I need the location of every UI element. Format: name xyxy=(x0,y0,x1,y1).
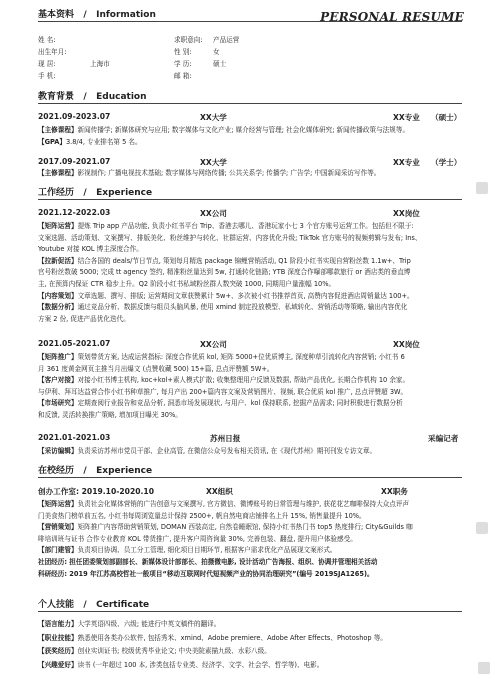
work-line: Youtube 对接 KOL 博主深度合作。 xyxy=(38,245,143,254)
intent-label: 求职意向: xyxy=(174,36,203,44)
work-line: 【矩阵推广】策划带货方案, 达成运营指标: 深度合作优质 kol, 矩阵 5000+位优质博主, 深度种草引流转化内容营销; 小红书 6 xyxy=(38,353,405,361)
section-title: 个人技能 / Certificate xyxy=(38,600,150,610)
cert-line: 【兴趣爱好】读书 (一年超过 100 本, 涉类包括专业类、经济学、文学、社会学、哲学等)、电影。 xyxy=(38,660,324,669)
section-divider xyxy=(38,611,462,612)
degree-label: 学 历: xyxy=(174,60,192,68)
edu-degree: （硕士） xyxy=(431,113,462,122)
work-line: 【客户对接】对接小红书博主机构, koc+kol+素人模式扩散; 收集整理用户反馈及数据, 帮助产品优化, 长期合作机构 10 余家。 xyxy=(38,376,410,385)
section-campus xyxy=(0,462,500,478)
brand-title: PERSONAL RESUME xyxy=(320,10,464,24)
campus-line: 科研经历: 2019 年江苏高校哲社一般项目“移动互联网时代短视频产业的协同治理研究”(编号 2019SJA1265)。 xyxy=(38,569,374,578)
work-line: 与伊利、拜耳达益营合作小红书种草推广, 每月产出 200+篇内容文案及营销图片、视频, 联合优质 kol 推广, 总点评赞超 3W。 xyxy=(38,387,408,396)
edu-line: 【主修课程】新闻传播学; 新媒体研究与应用; 数字媒体与文化产业; 媒介经营与管理; 社会化媒体研究; 新闻传播政策与法规等。 xyxy=(38,126,410,134)
edu-date: 2017.09-2021.07 xyxy=(38,157,111,166)
cert-line: 【职业技能】熟悉使用各类办公软件, 包括秀米、xmind、Adobe premiere、Adobe After Effects、Photoshop 等。 xyxy=(38,633,387,642)
work-item-body xyxy=(38,446,463,458)
work-line: 【拉新促活】结合各国的 deals/节日节点, 策划每月精选 package 锦鲤营销活动, Q1 阶段小红书实现自营粉丝数 1.1w+、Trip xyxy=(38,256,411,265)
section-divider xyxy=(38,21,462,22)
edu-degree: （学士） xyxy=(431,158,462,167)
work-line: 和反馈, 灵活转换推广策略, 增加项目曝光 30%。 xyxy=(38,410,182,419)
work-line: 【市场研究】定期查阅行业报告和竞品分析, 洞悉市场发展现状, 与用户、kol 保持联系, 挖掘产品需求; 同时积极进行数据分析 xyxy=(38,399,403,408)
side-icon xyxy=(476,182,488,194)
section-work xyxy=(0,184,500,200)
work-line: 【采访编辑】负责采访苏州市党员干部、企业高管, 在微信公众号发布相关资讯, 在《现代苏州》期刊刊发专访文章。 xyxy=(38,447,377,455)
city-label: 现 居: xyxy=(38,60,56,68)
work-date: 2021.12-2022.03 xyxy=(38,208,111,217)
campus-item-header xyxy=(38,486,462,498)
side-icon xyxy=(476,522,488,534)
email-label: 邮 箱: xyxy=(174,72,192,80)
section-certificate xyxy=(0,596,500,612)
edu-date: 2021.09-2023.07 xyxy=(38,112,111,121)
edu-item-body xyxy=(38,168,463,180)
section-title: 工作经历 / Experience xyxy=(38,188,153,198)
edu-school: XX大学 xyxy=(200,113,227,122)
degree-value: 硕士 xyxy=(213,60,227,68)
edu-major: XX专业 xyxy=(393,158,420,167)
edu-line: 【主修课程】影视制作; 广播电视技术基础; 数字媒体与网络传播; 公共关系学; 传播学; 广告学; 中国新闻采访写作等。 xyxy=(38,169,381,177)
campus-date: 创办工作室: 2019.10-2020.10 xyxy=(38,487,154,496)
gender-label: 性 别: xyxy=(174,48,192,56)
side-icon xyxy=(478,662,490,674)
intent-value: 产品运营 xyxy=(213,36,240,44)
work-item-body xyxy=(38,221,463,325)
certificate-body xyxy=(38,618,463,672)
work-role: 采编记者 xyxy=(428,434,459,443)
campus-line: 啡培训班与证书 合作专业教育 KOL 带货推广, 提升客户周咨询量 30%, 完善包装、翻盘, 提升用户体验感受。 xyxy=(38,534,357,543)
section-divider xyxy=(38,199,462,200)
city-value: 上海市 xyxy=(90,60,110,68)
edu-major: XX专业 xyxy=(393,113,420,122)
campus-line: 【矩阵运营】负责社会化媒体营销的广告创意与文案撰写, 官方微信、微博账号的日常管理与维护, 获花花艺咖啡保持大众点评声 xyxy=(38,500,410,508)
work-line: 【矩阵运营】提炼 Trip app 产品功能, 负责小红书平台 Trip、香港去哪儿、香港玩家小七 3 个官方账号运营工作。包括但不限于: xyxy=(38,222,414,230)
work-org: XX公司 xyxy=(200,209,227,218)
campus-line: 社团经历: 担任团委策划部副部长、新媒体设计部部长、拍摄微电影, 设计活动广告海报、组织、协调并管理相关活动 xyxy=(38,557,378,566)
section-basic xyxy=(0,6,500,22)
work-line: 方案 2 份, 促进产品优化迭代。 xyxy=(38,314,130,323)
gender-value: 女 xyxy=(213,48,220,56)
campus-line: 门美食热门榜单前五名, 小红书每周浏览量总计保持 2500+, 帆自然电商店铺排名上升 15%, 销售量提升 10%。 xyxy=(38,511,366,520)
work-line: 月 361 度黄金网页主推当月出爆文 (点赞收藏 500) 15+篇, 总点评赞额 5W+。 xyxy=(38,364,274,373)
work-item-header xyxy=(38,339,462,351)
work-item-header xyxy=(38,433,462,445)
section-divider xyxy=(38,103,462,104)
edu-item-header xyxy=(38,112,462,124)
campus-role: XX职务 xyxy=(381,487,408,496)
section-divider xyxy=(38,477,462,478)
work-line: 【数据分析】通过竞品分析、数据反馈与组员头脑风暴, 使用 xmind 制定投放模型、私域转化、营销活动等策略, 输出内容优化 xyxy=(38,303,408,312)
section-title: 在校经历 / Experience xyxy=(38,466,153,476)
work-date: 2021.05-2021.07 xyxy=(38,339,111,348)
campus-item-body xyxy=(38,499,463,580)
work-line: 官号粉丝数破 5000; 完成 tt agency 签约, 精准粉丝量达到 5w, 打通转化链路; YTB 深度合作曝部哪款旅行 or 酒店类的垂直博 xyxy=(38,268,411,277)
cert-line: 【语言能力】大学英语四级、六级; 能进行中英文稿件的翻译。 xyxy=(38,620,221,628)
name-label: 姓 名: xyxy=(38,36,56,44)
phone-label: 手 机: xyxy=(38,72,56,80)
section-title: 教育背景 / Education xyxy=(38,92,147,102)
work-line: 文案选题、活动策划、文案撰写、排版美化、粉丝维护与转化、社群运营、内容优化升级; TikTok 官方账号的视频剪辑与发布; Ins、 xyxy=(38,233,422,242)
section-title: 基本资料 / Information xyxy=(38,10,156,20)
work-date: 2021.01-2021.03 xyxy=(38,433,111,442)
work-role: XX岗位 xyxy=(393,209,420,218)
work-item-header xyxy=(38,208,462,220)
work-item-body xyxy=(38,352,463,422)
edu-school: XX大学 xyxy=(200,158,227,167)
section-education xyxy=(0,88,500,104)
campus-line: 【营销策划】矩阵推广内容帮助营销策划, DOMAN 西装高定, 自然卷睡眠馆, 保持小红书热门书 top5 热度排行; City&Guilds 咖 xyxy=(38,523,413,532)
edu-line: 【GPA】3.8/4, 专业排名第 5 名。 xyxy=(38,137,142,146)
edu-item-body xyxy=(38,125,463,148)
campus-org: XX组织 xyxy=(206,487,233,496)
work-line: 【内容策划】文章选题、撰写、排版; 运营期间文章获赞累计 5w+、多次被小红书推荐首页, 高赞内容促进酒店周销量达 100+。 xyxy=(38,291,414,300)
work-role: XX岗位 xyxy=(393,340,420,349)
work-org: XX公司 xyxy=(200,340,227,349)
campus-line: 【部门建管】负责项目协调、员工分工管理, 细化项目目期环节, 根据客户需求优化产品展现文案形式。 xyxy=(38,546,337,555)
work-org: 苏州日报 xyxy=(210,434,241,443)
birth-label: 出生年月: xyxy=(38,48,67,56)
work-line: 主, 在预算内保证 CTR 稳步上升。Q2 阶段小红书私域粉丝群人数突破 1000, 同期用户量涨幅 10%。 xyxy=(38,279,336,288)
cert-line: 【获奖经历】创业实训证书; 校级优秀毕业论文; 中央美院素描九级、水彩八级。 xyxy=(38,647,271,655)
